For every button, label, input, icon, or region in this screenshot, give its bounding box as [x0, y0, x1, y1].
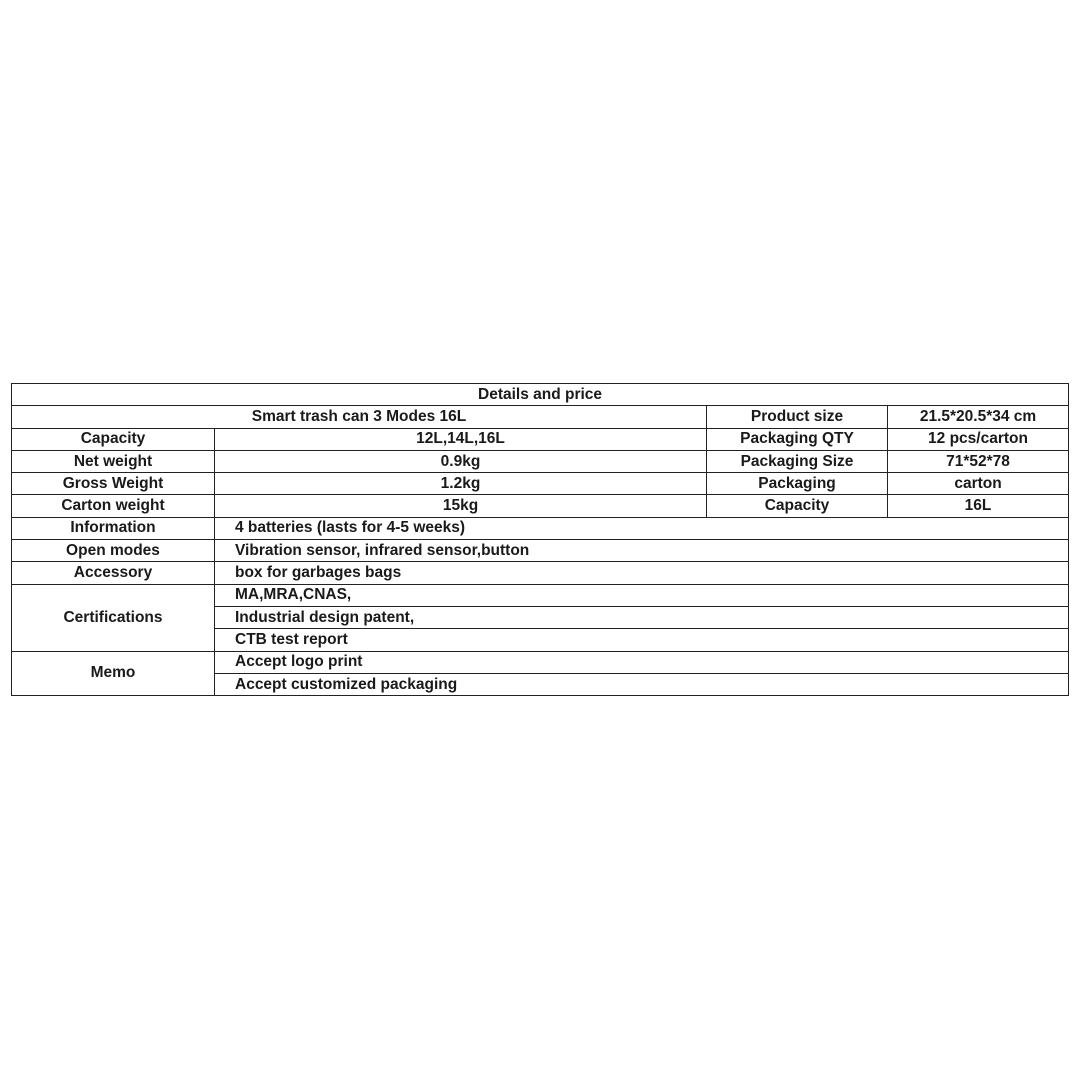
packaging-qty-label: Packaging QTY	[707, 428, 888, 450]
table-title-row	[12, 384, 1069, 406]
product-row	[12, 406, 1069, 428]
net-weight-label: Net weight	[12, 450, 215, 472]
table-row	[12, 473, 1069, 495]
carton-weight-label: Carton weight	[12, 495, 215, 517]
table-row	[12, 428, 1069, 450]
accessory-label: Accessory	[12, 562, 215, 584]
table-row	[12, 584, 1069, 606]
gross-weight-value: 1.2kg	[215, 473, 707, 495]
table-row	[12, 517, 1069, 539]
product-name: Smart trash can 3 Modes 16L	[12, 406, 707, 428]
capacity2-label: Capacity	[707, 495, 888, 517]
capacity-label: Capacity	[12, 428, 215, 450]
information-value: 4 batteries (lasts for 4-5 weeks)	[215, 517, 1069, 539]
open-modes-value: Vibration sensor, infrared sensor,button	[215, 540, 1069, 562]
carton-weight-value: 15kg	[215, 495, 707, 517]
table-row	[12, 540, 1069, 562]
memo-label: Memo	[12, 651, 215, 696]
packaging-size-label: Packaging Size	[707, 450, 888, 472]
memo-item: Accept customized packaging	[215, 673, 1069, 695]
product-size-value: 21.5*20.5*34 cm	[888, 406, 1069, 428]
memo-item: Accept logo print	[215, 651, 1069, 673]
table-title: Details and price	[12, 384, 1069, 406]
certification-item: MA,MRA,CNAS,	[215, 584, 1069, 606]
certifications-label: Certifications	[12, 584, 215, 651]
certification-item: CTB test report	[215, 629, 1069, 651]
packaging-qty-value: 12 pcs/carton	[888, 428, 1069, 450]
packaging-label: Packaging	[707, 473, 888, 495]
open-modes-label: Open modes	[12, 540, 215, 562]
product-size-label: Product size	[707, 406, 888, 428]
accessory-value: box for garbages bags	[215, 562, 1069, 584]
packaging-value: carton	[888, 473, 1069, 495]
gross-weight-label: Gross Weight	[12, 473, 215, 495]
capacity2-value: 16L	[888, 495, 1069, 517]
table-row	[12, 651, 1069, 673]
net-weight-value: 0.9kg	[215, 450, 707, 472]
certification-item: Industrial design patent,	[215, 606, 1069, 628]
table-row	[12, 495, 1069, 517]
details-price-table	[11, 383, 1069, 696]
information-label: Information	[12, 517, 215, 539]
packaging-size-value: 71*52*78	[888, 450, 1069, 472]
table-row	[12, 562, 1069, 584]
capacity-value: 12L,14L,16L	[215, 428, 707, 450]
table-row	[12, 450, 1069, 472]
